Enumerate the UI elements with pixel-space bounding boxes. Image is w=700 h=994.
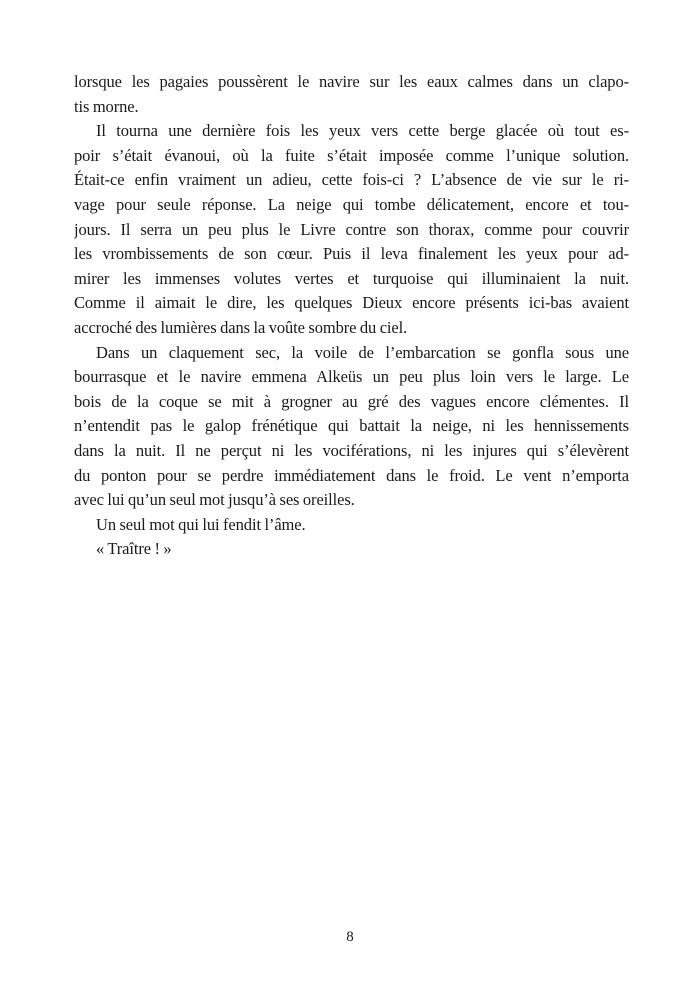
text-line: Dans un claquement sec, la voile de l’embarcation se gonfla sous une [96,342,629,362]
text-line: Un seul mot qui lui fendit l’âme. [96,514,306,534]
page-number: 8 [346,929,354,945]
text-line: avec lui qu’un seul mot jusqu’à ses oreilles. [74,490,355,510]
text-line: Il tourna une dernière fois les yeux vers cette berge glacée où tout es- [96,121,629,141]
paragraph [74,70,629,119]
text-line: lorsque les pagaies poussèrent le navire sur les eaux calmes dans un clapo- [74,72,629,91]
text-line: poir s’était évanoui, où la fuite s’était imposée comme l’unique solution. [74,145,629,165]
text-line: dans la nuit. Il ne perçut ni les vociférations, ni les injures qui s’élevèrent [74,440,629,460]
text-line: n’entendit pas le galop frénétique qui battait la neige, ni les hennissements [74,416,629,436]
text-line: vage pour seule réponse. La neige qui tombe délicatement, encore et tou- [74,194,629,214]
text-line: du ponton pour se perdre immédiatement dans le froid. Le vent n’emporta [74,465,629,485]
text-line: accroché des lumières dans la voûte sombre du ciel. [74,317,408,337]
text-line: Comme il aimait le dire, les quelques Dieux encore présents ici-bas avaient [74,293,629,313]
text-block [74,70,629,562]
paragraph [74,513,629,538]
text-line: bois de la coque se mit à grogner au gré des vagues encore clémentes. Il [74,391,629,411]
text-line: « Traître ! » [96,539,172,559]
paragraph [74,341,629,513]
text-line: jours. Il serra un peu plus le Livre contre son thorax, comme pour couvrir [74,219,629,239]
paragraph [74,119,629,340]
text-line: les vrombissements de son cœur. Puis il leva finalement les yeux pour ad- [74,244,629,264]
text-line: tis morne. [74,96,139,116]
paragraph [74,537,629,562]
text-line: mirer les immenses volutes vertes et turquoise qui illuminaient la nuit. [74,268,629,288]
text-line: Était-ce enfin vraiment un adieu, cette fois-ci ? L’absence de vie sur le ri- [74,170,629,190]
text-line: bourrasque et le navire emmena Alkeüs un peu plus loin vers le large. Le [74,367,629,387]
